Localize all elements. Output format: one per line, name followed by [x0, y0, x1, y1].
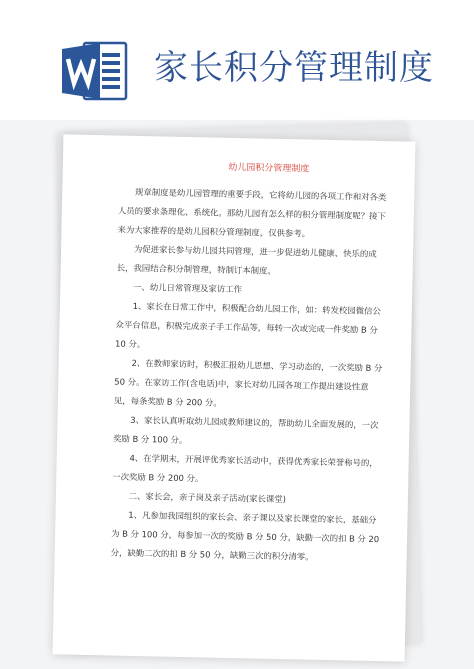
document-paragraph: 1、凡参加我园组织的家长会、亲子课以及家长课堂的家长，基础分为 B 分 100 分，每参加一次的奖励 B 分 50 分，缺勤一次的扣 B 分 20 分，缺勤二次的扣 B 分 50 分，缺勤三次的积分清零。 — [110, 509, 380, 562]
section-heading: 二、家长会，亲子岗及亲子活动(家长课堂) — [128, 490, 287, 505]
document-paragraph: 规章制度是幼儿园管理的重要手段，它将幼儿园的各项工作和对各类人员的要求条理化、系统化。那幼儿园有怎么样的积分管理制度呢？接下来为大家推荐的是幼儿园积分管理制度，仅供参考。 — [117, 186, 387, 239]
section-heading: 一、幼儿日常管理及家访工作 — [132, 281, 243, 295]
document-paragraph: 4、在学期末，开展评优秀家长活动中，获得优秀家长荣誉称号的，一次奖励 B 分 200 分。 — [112, 452, 378, 484]
document-body — [111, 158, 389, 569]
document-page — [53, 134, 416, 661]
document-paragraph: 3、家长认真听取幼儿园或教师建议的，帮助幼儿全面发展的，一次奖励 B 分 100 分。 — [113, 414, 379, 446]
page-title: 家长积分管理制度 — [154, 48, 434, 88]
word-icon — [62, 41, 128, 101]
document-paragraph: 2、在教师家访时，积极汇报幼儿思想、学习动态的，一次奖励 B 分 50 分。在家访工作(含电话)中，家长对幼儿园各项工作提出建设性意见，每条奖励 B 分 200 分。 — [113, 357, 383, 408]
document-paragraph: 1、家长在日常工作中，积极配合幼儿园工作，如：转发校园微信公众平台信息，积极完成亲子手工作品等，每转一次或完成一件奖励 B 分 10 分。 — [115, 300, 381, 350]
document-paragraph: 为促进家长参与幼儿园共同管理，进一步促进幼儿健康、快乐的成长，我园结合积分制管理，特制订本制度。 — [116, 243, 377, 276]
header-banner — [0, 0, 474, 120]
document-title: 幼儿园积分管理制度 — [228, 162, 310, 175]
